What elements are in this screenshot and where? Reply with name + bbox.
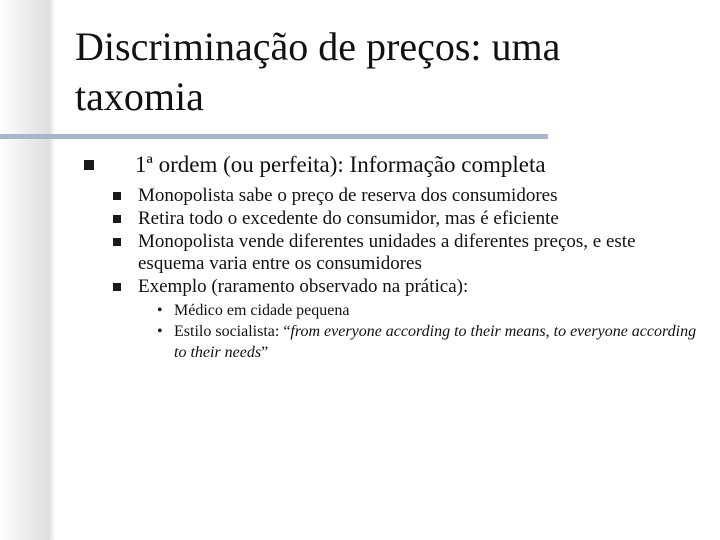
bullet-list-level3: [157, 300, 704, 363]
bullet-list-level1: [84, 150, 704, 363]
title-underline-rule: [0, 134, 548, 139]
example-quote-italic: from everyone according to their means, to everyone according to their needs: [174, 323, 697, 361]
bullet-item-first-order: [84, 150, 704, 180]
example-text-suffix: ”: [261, 344, 269, 361]
sub-bullet-item: [113, 185, 704, 207]
left-band-edge: [50, 0, 56, 540]
square-bullet-icon: [113, 215, 121, 223]
sub-bullet-text: Monopolista sabe o preço de reserva dos consumidores: [138, 185, 558, 206]
slide-title: Discriminação de preços: uma taxomia: [75, 24, 561, 119]
sub-bullet-item: [113, 208, 704, 230]
example-text: Médico em cidade pequena: [174, 302, 350, 319]
example-text-prefix: Estilo socialista: “: [174, 323, 291, 340]
sub-bullet-text: Exemplo (raramento observado na prática):: [138, 276, 469, 297]
dot-bullet-icon: •: [157, 302, 163, 319]
sub-bullet-text: Monopolista vende diferentes unidades a diferentes preços, e este esquema varia entre os consumidores: [138, 231, 636, 274]
square-bullet-icon: [113, 283, 121, 291]
example-item: [157, 321, 704, 363]
sub-bullet-item: [113, 276, 704, 298]
sub-bullet-text: Retira todo o excedente do consumidor, mas é eficiente: [138, 208, 559, 229]
bullet-list-level2: [113, 185, 704, 363]
sub-bullet-item: [113, 231, 704, 275]
square-bullet-icon: [113, 238, 121, 246]
example-item: [157, 300, 704, 321]
square-bullet-icon: [113, 192, 121, 200]
bullet-text: 1ª ordem (ou perfeita): Informação completa: [135, 152, 546, 177]
left-decorative-band: [0, 0, 50, 540]
dot-bullet-icon: •: [157, 323, 163, 340]
square-bullet-icon: [84, 160, 94, 170]
